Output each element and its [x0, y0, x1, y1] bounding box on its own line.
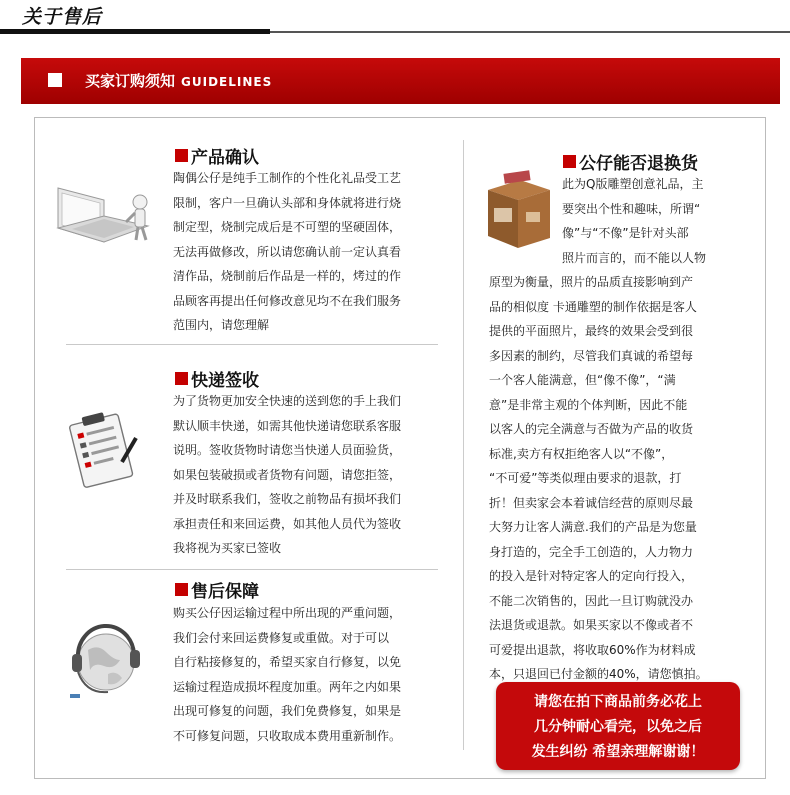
- text-line: 范围内，请您理解: [173, 318, 270, 332]
- section-square-icon: [563, 155, 576, 168]
- text-line: 如果包装破损或者货物有问题，请您拒签，: [173, 467, 402, 482]
- text-line: 品的相似度 卡通雕塑的制作依据是客人: [489, 299, 697, 314]
- text-line: 标准,卖方有权拒绝客人以“不像”，: [489, 446, 674, 461]
- text-line: 默认顺丰快递，如需其他快递请您联系客服: [173, 418, 402, 433]
- column-divider: [463, 140, 464, 750]
- laptop-person-icon: [52, 180, 160, 262]
- text-line: 限制，客户一旦确认头部和身体就将进行烧: [173, 195, 402, 210]
- text-line: 照片而言的，而不能以人物: [562, 250, 707, 265]
- section-square-icon: [175, 372, 188, 385]
- text-line: 像”与“不像”是针对头部: [562, 226, 689, 240]
- text-line: 以客人的完全满意与否做为产品的收货: [489, 422, 694, 436]
- text-line: 意”是非常主观的个体判断，因此不能: [489, 397, 688, 412]
- banner-subtitle: GUIDELINES: [181, 75, 273, 89]
- text-line: 承担责任和来回运费，如其他人员代为签收: [173, 516, 402, 531]
- notice-line: 几分钟耐心看完，以免之后: [534, 719, 702, 735]
- text-line: “不可爱”等类似理由要求的退款，打: [489, 471, 682, 485]
- text-line: 购买公仔因运输过程中所出现的严重问题，: [173, 606, 402, 620]
- section-divider-1: [66, 344, 438, 345]
- text-line: 不可修复问题，只收取成本费用重新制作。: [173, 728, 402, 743]
- text-line: 身打造的，完全手工创造的，人力物力: [489, 544, 694, 559]
- text-line: 提供的平面照片，最终的效果会受到很: [489, 324, 694, 338]
- header-underline: [0, 29, 270, 34]
- text-line: 可爱提出退款，将收取60%作为材料成: [489, 642, 696, 657]
- section-returns-title: [563, 149, 698, 174]
- header-title: 关于售后: [22, 6, 103, 28]
- text-line: 的投入是针对特定客人的定向行投入，: [489, 569, 694, 583]
- section-confirm-title: [175, 143, 259, 168]
- text-line: 不能二次销售的，因此一旦订购就没办: [489, 593, 694, 608]
- banner-title: [85, 70, 272, 91]
- section-aftersale-text: [173, 601, 401, 748]
- header-rule: [270, 31, 790, 33]
- section-aftersale-title-text: 售后保障: [191, 582, 259, 602]
- cardboard-box-icon: [484, 168, 554, 254]
- section-returns-text: [489, 270, 708, 687]
- section-divider-2: [66, 569, 438, 570]
- section-delivery-title: [175, 366, 259, 391]
- text-line: 一个客人能满意，但“像不像”，“满: [489, 373, 676, 387]
- section-returns-text-top: [562, 172, 706, 270]
- text-line: 陶偶公仔是纯手工制作的个性化礼品受工艺: [173, 171, 402, 185]
- text-line: 此为Q版雕塑创意礼品，主: [562, 177, 704, 191]
- notice-box: [496, 682, 740, 770]
- guidelines-banner: [21, 58, 780, 104]
- text-line: 并及时联系我们，签收之前物品有损坏我们: [173, 492, 402, 506]
- text-line: 我们会付来回运费修复或重做。对于可以: [173, 630, 390, 645]
- text-line: 运输过程造成损坏程度加重。两年之内如果: [173, 679, 402, 694]
- text-line: 清作品，烧制前后作品是一样的，烤过的作: [173, 269, 402, 283]
- banner-square-icon: [48, 73, 62, 87]
- text-line: 为了货物更加安全快速的送到您的手上我们: [173, 394, 402, 408]
- text-line: 出现可修复的问题，我们免费修复，如果是: [173, 704, 402, 718]
- text-line: 折！但卖家会本着诚信经营的原则尽最: [489, 495, 694, 510]
- notice-line: 请您在拍下商品前务必花上: [534, 694, 702, 710]
- text-line: 要突出个性和趣味，所谓“: [562, 201, 701, 216]
- text-line: 本，只退回已付金额的40%，请您慎拍。: [489, 667, 708, 681]
- text-line: 无法再做修改，所以请您确认前一定认真看: [173, 244, 402, 259]
- text-line: 多因素的制约，尽管我们真诚的希望每: [489, 348, 694, 363]
- text-line: 法退货或退款。如果买家以不像或者不: [489, 618, 694, 632]
- section-confirm-text: [173, 166, 401, 338]
- notice-line: 发生纠纷 希望亲理解谢谢！: [531, 744, 705, 760]
- text-line: 制定型，烧制完成后是不可塑的坚硬固体，: [173, 220, 402, 234]
- section-delivery-title-text: 快递签收: [191, 371, 259, 391]
- text-line: 我将视为买家已签收: [173, 541, 282, 555]
- text-line: 品顾客再提出任何修改意见均不在我们服务: [173, 293, 402, 308]
- section-delivery-text: [173, 389, 401, 561]
- banner-title-text: 买家订购须知: [85, 72, 176, 90]
- section-square-icon: [175, 583, 188, 596]
- text-line: 说明。签收货物时请您当快递人员面验货，: [173, 443, 402, 457]
- section-confirm-title-text: 产品确认: [191, 148, 259, 168]
- text-line: 自行粘接修复的，希望买家自行修复，以免: [173, 655, 402, 669]
- text-line: 原型为衡量，照片的品质直接影响到产: [489, 275, 694, 289]
- headset-globe-icon: [64, 612, 154, 704]
- text-line: 大努力让客人满意.我们的产品是为您量: [489, 520, 697, 534]
- section-returns-title-text: 公仔能否退换货: [579, 154, 698, 174]
- section-square-icon: [175, 149, 188, 162]
- clipboard-icon: [64, 410, 144, 490]
- section-aftersale-title: [175, 577, 259, 602]
